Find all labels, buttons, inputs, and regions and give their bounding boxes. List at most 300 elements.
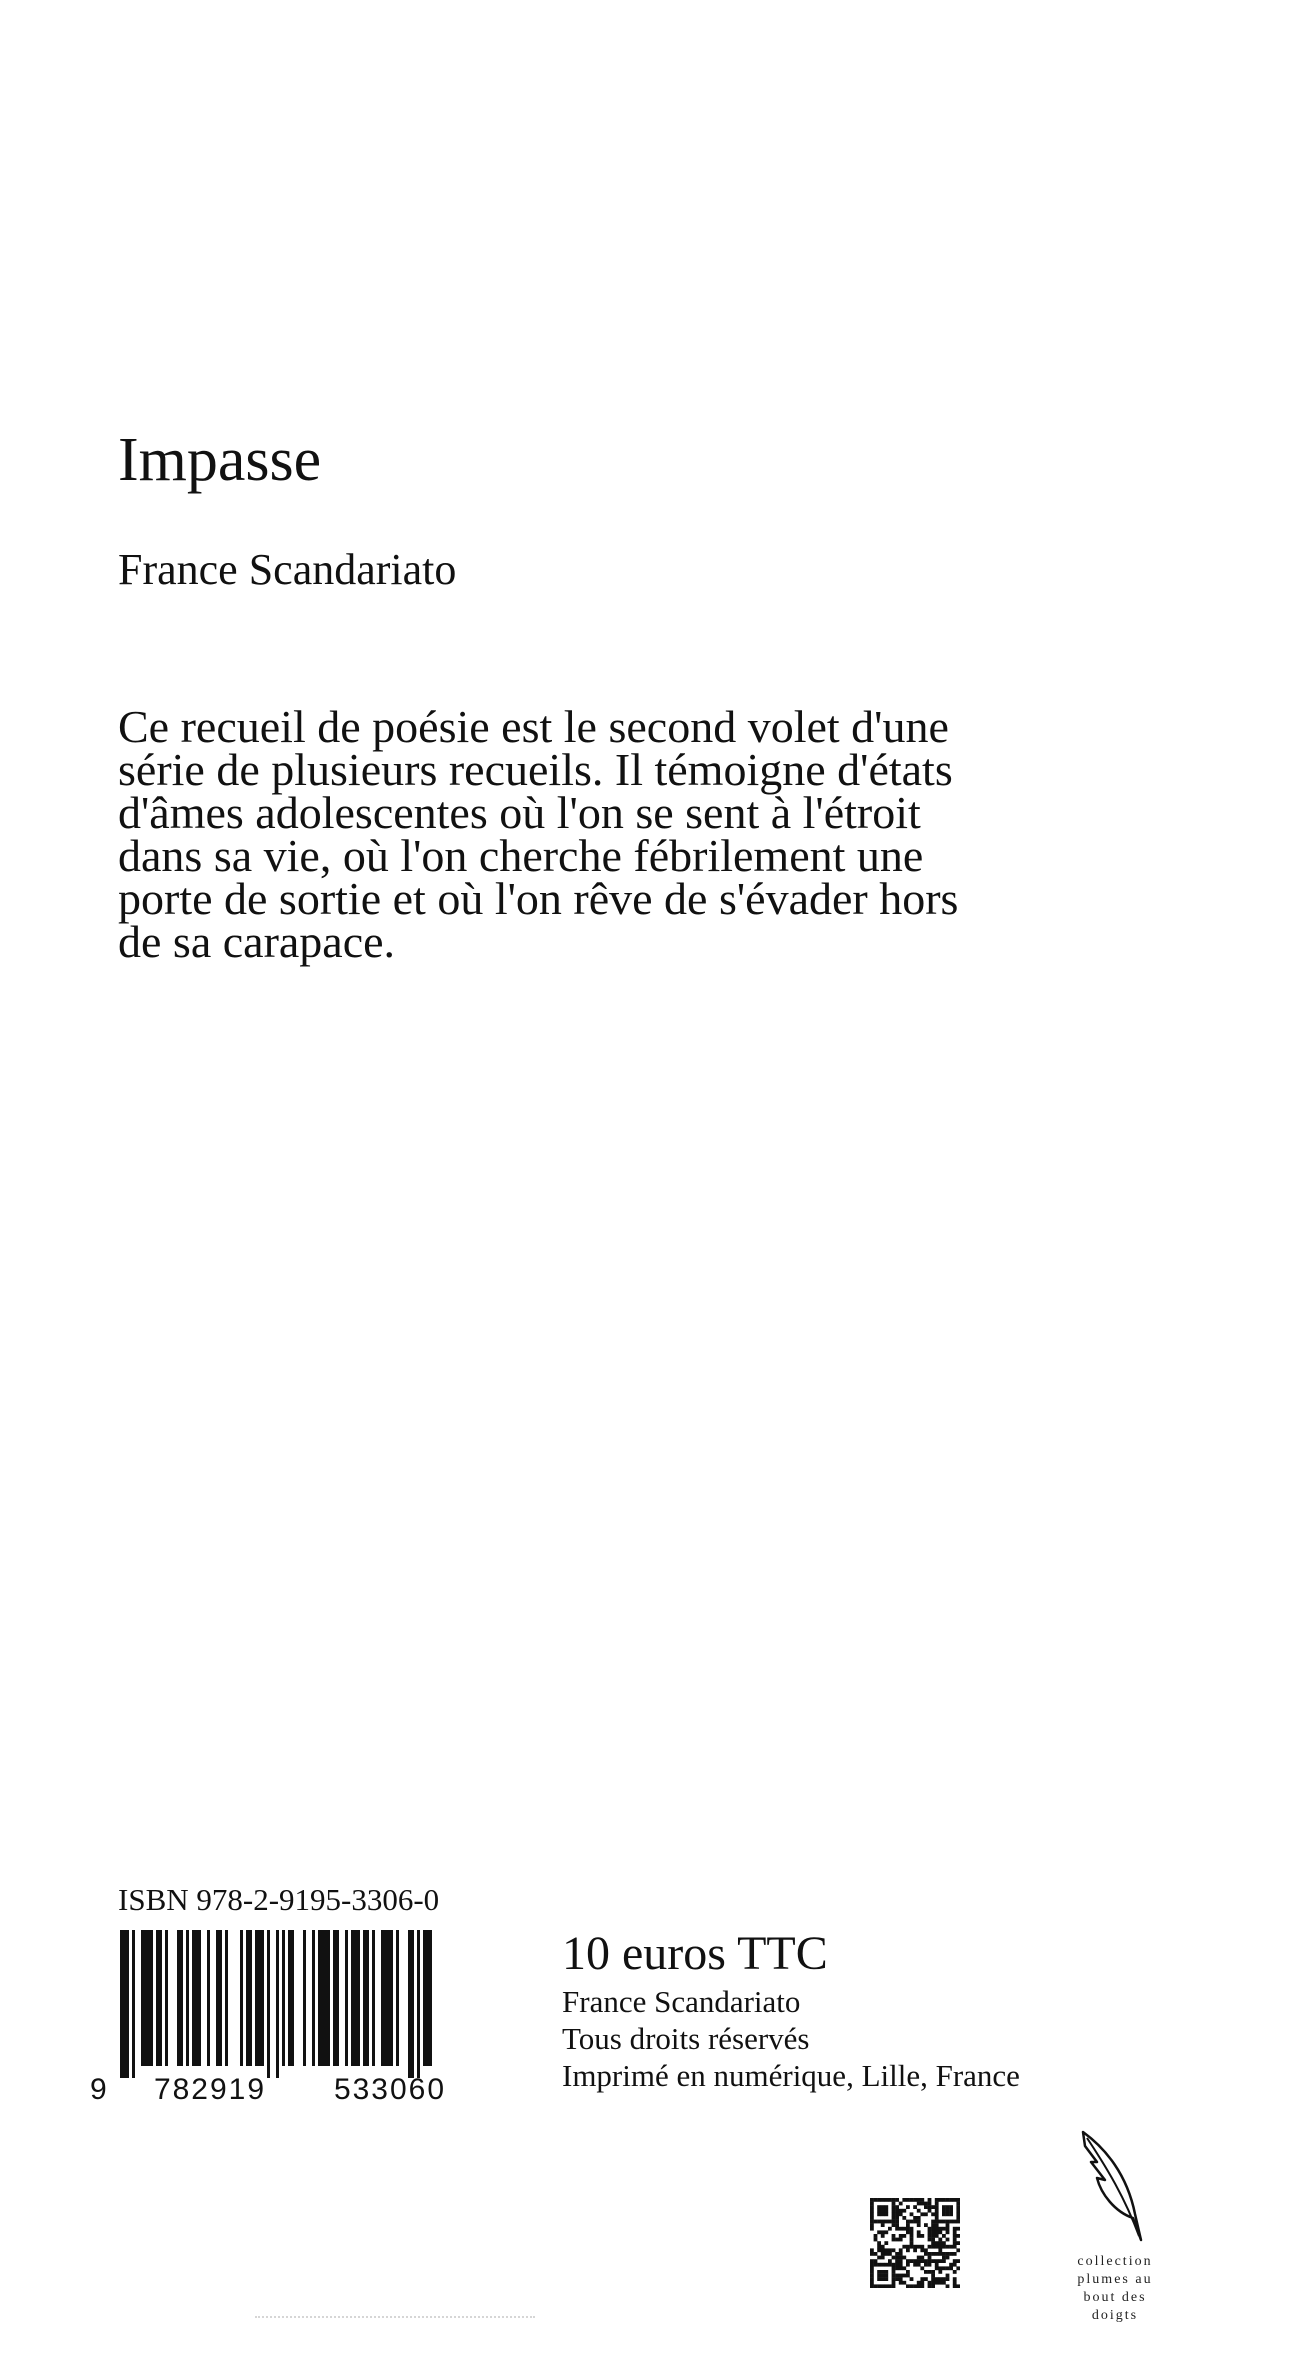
qr-cell [913, 2259, 917, 2263]
qr-cell [949, 2263, 953, 2267]
qr-cell [953, 2281, 957, 2285]
qr-cell [892, 2216, 896, 2220]
qr-cell [895, 2227, 899, 2231]
qr-cell [870, 2205, 874, 2209]
collection-logo [1050, 2128, 1180, 2325]
collection-name-line: doigts [1091, 2308, 1139, 2323]
qr-cell [892, 2209, 896, 2213]
qr-cell [917, 2284, 921, 2288]
qr-cell [924, 2277, 928, 2281]
qr-cell [935, 2230, 939, 2234]
qr-cell [931, 2252, 935, 2256]
qr-cell [892, 2277, 896, 2281]
qr-cell [902, 2256, 906, 2260]
qr-cell [949, 2198, 953, 2202]
qr-cell [928, 2245, 932, 2249]
qr-cell [913, 2263, 917, 2267]
qr-cell [917, 2220, 921, 2224]
qr-cell [928, 2252, 932, 2256]
qr-cell [938, 2227, 942, 2231]
qr-cell [870, 2284, 874, 2288]
qr-cell [895, 2266, 899, 2270]
qr-cell [895, 2209, 899, 2213]
qr-cell [870, 2263, 874, 2267]
qr-cell [870, 2274, 874, 2278]
qr-cell [881, 2245, 885, 2249]
barcode-bar [312, 1930, 315, 2066]
qr-cell [870, 2202, 874, 2206]
qr-cell [877, 2212, 881, 2216]
qr-cell [870, 2223, 874, 2227]
qr-cell [895, 2274, 899, 2278]
barcode-bars [120, 1930, 432, 2078]
qr-cell [956, 2216, 960, 2220]
qr-cell [938, 2259, 942, 2263]
qr-cell [956, 2284, 960, 2288]
qr-cell [874, 2252, 878, 2256]
qr-cell [946, 2252, 950, 2256]
qr-cell [935, 2198, 939, 2202]
qr-cell [895, 2252, 899, 2256]
barcode-bar [156, 1930, 162, 2066]
qr-cell [895, 2216, 899, 2220]
qr-cell [906, 2274, 910, 2278]
qr-cell [895, 2263, 899, 2267]
barcode-bar [207, 1930, 210, 2066]
qr-cell [910, 2277, 914, 2281]
qr-cell [884, 2252, 888, 2256]
barcode-digit-lead: 9 [90, 2073, 107, 2106]
qr-cell [910, 2245, 914, 2249]
qr-cell [942, 2277, 946, 2281]
qr-cell [931, 2281, 935, 2285]
qr-cell [884, 2274, 888, 2278]
qr-cell [949, 2252, 953, 2256]
qr-cell [928, 2202, 932, 2206]
qr-cell [935, 2202, 939, 2206]
qr-cell [931, 2284, 935, 2288]
qr-cell [874, 2198, 878, 2202]
qr-cell [888, 2227, 892, 2231]
qr-cell [913, 2245, 917, 2249]
qr-cell [870, 2281, 874, 2285]
barcode-bar [333, 1930, 339, 2066]
qr-cell [956, 2220, 960, 2224]
qr-cell [899, 2274, 903, 2278]
qr-cell [910, 2212, 914, 2216]
barcode-bar [255, 1930, 264, 2066]
qr-cell [956, 2248, 960, 2252]
qr-cell [910, 2259, 914, 2263]
qr-cell [910, 2234, 914, 2238]
qr-cell [924, 2259, 928, 2263]
qr-cell [917, 2245, 921, 2249]
qr-cell [953, 2259, 957, 2263]
qr-cell [935, 2245, 939, 2249]
qr-cell [917, 2202, 921, 2206]
qr-cell [953, 2227, 957, 2231]
qr-cell [935, 2212, 939, 2216]
qr-cell [931, 2259, 935, 2263]
qr-cell [917, 2216, 921, 2220]
qr-cell [881, 2223, 885, 2227]
qr-cell [874, 2263, 878, 2267]
qr-cell [946, 2205, 950, 2209]
qr-cell [946, 2245, 950, 2249]
qr-cell [949, 2220, 953, 2224]
qr-cell [906, 2248, 910, 2252]
barcode-digits-left: 782919 [153, 2073, 267, 2106]
qr-cell [884, 2277, 888, 2281]
qr-cell [899, 2263, 903, 2267]
qr-cell [946, 2284, 950, 2288]
qr-cell [877, 2245, 881, 2249]
qr-cell [931, 2220, 935, 2224]
qr-cell [928, 2259, 932, 2263]
qr-cell [892, 2248, 896, 2252]
qr-cell [920, 2256, 924, 2260]
qr-cell [938, 2230, 942, 2234]
qr-cell [895, 2198, 899, 2202]
qr-cell [931, 2227, 935, 2231]
qr-cell [881, 2205, 885, 2209]
qr-cell [917, 2230, 921, 2234]
qr-cell [935, 2205, 939, 2209]
qr-cell [884, 2248, 888, 2252]
qr-cell [888, 2198, 892, 2202]
qr-cell [906, 2270, 910, 2274]
qr-cell [877, 2220, 881, 2224]
qr-cell [942, 2212, 946, 2216]
barcode-bar [177, 1930, 183, 2066]
qr-cell [881, 2198, 885, 2202]
qr-cell [938, 2252, 942, 2256]
qr-cell [938, 2281, 942, 2285]
qr-cell [953, 2230, 957, 2234]
qr-cell [906, 2198, 910, 2202]
qr-cell [935, 2263, 939, 2267]
qr-cell [910, 2238, 914, 2242]
qr-cell [892, 2212, 896, 2216]
qr-cell [895, 2277, 899, 2281]
qr-cell [953, 2220, 957, 2224]
qr-cell [942, 2227, 946, 2231]
qr-cell [895, 2259, 899, 2263]
qr-cell [892, 2266, 896, 2270]
qr-cell [942, 2241, 946, 2245]
qr-cell [935, 2252, 939, 2256]
qr-cell [877, 2274, 881, 2278]
qr-cell [924, 2223, 928, 2227]
qr-cell [892, 2234, 896, 2238]
qr-cell [949, 2245, 953, 2249]
qr-cell [910, 2220, 914, 2224]
qr-cell [917, 2198, 921, 2202]
qr-cell [924, 2263, 928, 2267]
qr-cell [956, 2212, 960, 2216]
qr-cell [902, 2216, 906, 2220]
qr-cell [920, 2248, 924, 2252]
qr-cell [938, 2266, 942, 2270]
qr-cell [877, 2205, 881, 2209]
qr-cell [881, 2256, 885, 2260]
qr-cell [942, 2259, 946, 2263]
qr-cell [935, 2216, 939, 2220]
qr-cell [938, 2277, 942, 2281]
qr-cell [928, 2284, 932, 2288]
qr-cell [917, 2263, 921, 2267]
qr-cell [920, 2198, 924, 2202]
qr-cell [870, 2198, 874, 2202]
qr-cell [884, 2241, 888, 2245]
barcode-bar [141, 1930, 153, 2066]
qr-cell [924, 2248, 928, 2252]
barcode-bar [408, 1930, 414, 2078]
qr-cell [895, 2205, 899, 2209]
qr-cell [949, 2209, 953, 2213]
qr-cell [899, 2212, 903, 2216]
qr-cell [870, 2248, 874, 2252]
book-title: Impasse [118, 426, 322, 494]
qr-cell [913, 2220, 917, 2224]
qr-cell [935, 2281, 939, 2285]
qr-cell [917, 2209, 921, 2213]
qr-cell [913, 2205, 917, 2209]
qr-cell [892, 2270, 896, 2274]
qr-cell [928, 2256, 932, 2260]
qr-cell [910, 2284, 914, 2288]
qr-cell [884, 2205, 888, 2209]
qr-cell [938, 2270, 942, 2274]
barcode-bar [417, 1930, 420, 2078]
barcode-bar [186, 1930, 189, 2066]
barcode-bar [120, 1930, 129, 2078]
qr-cell [884, 2209, 888, 2213]
qr-cell [906, 2223, 910, 2227]
qr-cell [892, 2281, 896, 2285]
qr-cell [953, 2234, 957, 2238]
qr-cell [899, 2227, 903, 2231]
qr-cell [920, 2245, 924, 2249]
qr-cell [881, 2284, 885, 2288]
qr-cell [946, 2209, 950, 2213]
qr-cell [877, 2256, 881, 2260]
qr-cell [877, 2263, 881, 2267]
collection-name-line: bout des [1083, 2290, 1147, 2305]
qr-cell [928, 2209, 932, 2213]
qr-cell [881, 2248, 885, 2252]
qr-cell [910, 2241, 914, 2245]
barcode-bar [240, 1930, 243, 2066]
qr-cell [928, 2234, 932, 2238]
qr-cell [881, 2274, 885, 2278]
qr-cell [877, 2198, 881, 2202]
collection-name-line: plumes au [1077, 2272, 1153, 2287]
qr-cell [870, 2216, 874, 2220]
qr-cell [870, 2277, 874, 2281]
qr-cell [956, 2205, 960, 2209]
qr-cell [888, 2284, 892, 2288]
barcode-bar [246, 1930, 252, 2066]
qr-cell [877, 2230, 881, 2234]
qr-code [870, 2198, 960, 2288]
qr-cell [935, 2234, 939, 2238]
qr-cell [931, 2277, 935, 2281]
qr-cell [935, 2209, 939, 2213]
barcode-bar [318, 1930, 330, 2066]
qr-cell [920, 2202, 924, 2206]
barcode-bar [216, 1930, 222, 2066]
qr-cell [902, 2245, 906, 2249]
barcode-bar [132, 1930, 135, 2078]
qr-cell [892, 2256, 896, 2260]
qr-cell [888, 2252, 892, 2256]
qr-cell [888, 2220, 892, 2224]
qr-cell [942, 2198, 946, 2202]
qr-cell [956, 2198, 960, 2202]
qr-cell [892, 2238, 896, 2242]
qr-cell [953, 2238, 957, 2242]
isbn-barcode [80, 1928, 500, 2108]
qr-cell [895, 2220, 899, 2224]
qr-cell [946, 2198, 950, 2202]
qr-cell [931, 2270, 935, 2274]
qr-cell [924, 2205, 928, 2209]
qr-cell [906, 2230, 910, 2234]
qr-cell [938, 2248, 942, 2252]
qr-cell [899, 2266, 903, 2270]
qr-cell [881, 2263, 885, 2267]
qr-cell [942, 2205, 946, 2209]
qr-cell [920, 2284, 924, 2288]
qr-cell [881, 2209, 885, 2213]
qr-cell [884, 2284, 888, 2288]
qr-cell [942, 2252, 946, 2256]
qr-cell [946, 2238, 950, 2242]
qr-cell [892, 2223, 896, 2227]
imprint-printing: Imprimé en numérique, Lille, France [562, 2058, 1020, 2093]
qr-cell [931, 2274, 935, 2278]
qr-cell [899, 2277, 903, 2281]
qr-cell [902, 2209, 906, 2213]
qr-cell [942, 2245, 946, 2249]
qr-cell [928, 2205, 932, 2209]
qr-cell [953, 2245, 957, 2249]
qr-cell [935, 2241, 939, 2245]
qr-cell [892, 2220, 896, 2224]
qr-cell [895, 2256, 899, 2260]
collection-name-line: collection [1077, 2254, 1153, 2269]
qr-cell [953, 2277, 957, 2281]
qr-cell [931, 2234, 935, 2238]
qr-cell [920, 2281, 924, 2285]
qr-cell [924, 2252, 928, 2256]
qr-cell [917, 2259, 921, 2263]
qr-cell [924, 2270, 928, 2274]
qr-cell [892, 2198, 896, 2202]
barcode-bar [381, 1930, 393, 2066]
qr-cell [877, 2270, 881, 2274]
qr-cell [874, 2238, 878, 2242]
qr-cell [870, 2227, 874, 2231]
qr-cell [899, 2234, 903, 2238]
qr-cell [899, 2238, 903, 2242]
qr-cell [946, 2274, 950, 2278]
imprint-block [562, 1925, 1020, 2094]
qr-cell [888, 2259, 892, 2263]
qr-cell [956, 2209, 960, 2213]
qr-cell [917, 2281, 921, 2285]
qr-cell [899, 2252, 903, 2256]
quill-icon [1075, 2128, 1155, 2248]
qr-cell [902, 2281, 906, 2285]
barcode-bar [276, 1930, 279, 2078]
qr-cell [906, 2259, 910, 2263]
qr-cell [949, 2212, 953, 2216]
qr-cell [938, 2198, 942, 2202]
qr-cell [902, 2234, 906, 2238]
qr-cell [956, 2234, 960, 2238]
isbn-label: ISBN 978-2-9195-3306-0 [118, 1882, 440, 1917]
qr-cell [953, 2284, 957, 2288]
dotted-rule [255, 2316, 535, 2318]
barcode-bar [345, 1930, 348, 2066]
qr-cell [949, 2266, 953, 2270]
qr-cell [942, 2209, 946, 2213]
barcode-bar [372, 1930, 375, 2066]
qr-cell [956, 2259, 960, 2263]
qr-cell [946, 2220, 950, 2224]
qr-cell [895, 2212, 899, 2216]
qr-cell [935, 2266, 939, 2270]
qr-cell [935, 2259, 939, 2263]
qr-cell [913, 2198, 917, 2202]
qr-cell [956, 2202, 960, 2206]
qr-cell [953, 2198, 957, 2202]
qr-cell [910, 2227, 914, 2231]
qr-cell [931, 2205, 935, 2209]
qr-cell [946, 2227, 950, 2231]
qr-cell [917, 2234, 921, 2238]
qr-cell [913, 2248, 917, 2252]
qr-cell [877, 2248, 881, 2252]
qr-cell [956, 2241, 960, 2245]
barcode-bar [192, 1930, 201, 2066]
qr-cell [935, 2223, 939, 2227]
qr-cell [874, 2284, 878, 2288]
qr-cell [892, 2284, 896, 2288]
qr-cell [874, 2220, 878, 2224]
barcode-bar [363, 1930, 369, 2066]
qr-cell [928, 2270, 932, 2274]
qr-cell [884, 2220, 888, 2224]
qr-cell [931, 2245, 935, 2249]
qr-cell [917, 2256, 921, 2260]
qr-cell [870, 2220, 874, 2224]
qr-cell [953, 2270, 957, 2274]
price: 10 euros TTC [562, 1927, 828, 1980]
qr-cell [888, 2263, 892, 2267]
qr-cell [920, 2259, 924, 2263]
qr-cell [920, 2212, 924, 2216]
qr-cell [913, 2284, 917, 2288]
qr-cell [902, 2198, 906, 2202]
qr-cell [902, 2266, 906, 2270]
qr-cell [942, 2281, 946, 2285]
qr-cell [946, 2212, 950, 2216]
qr-cell [892, 2263, 896, 2267]
imprint-rights: Tous droits réservés [562, 2021, 810, 2056]
